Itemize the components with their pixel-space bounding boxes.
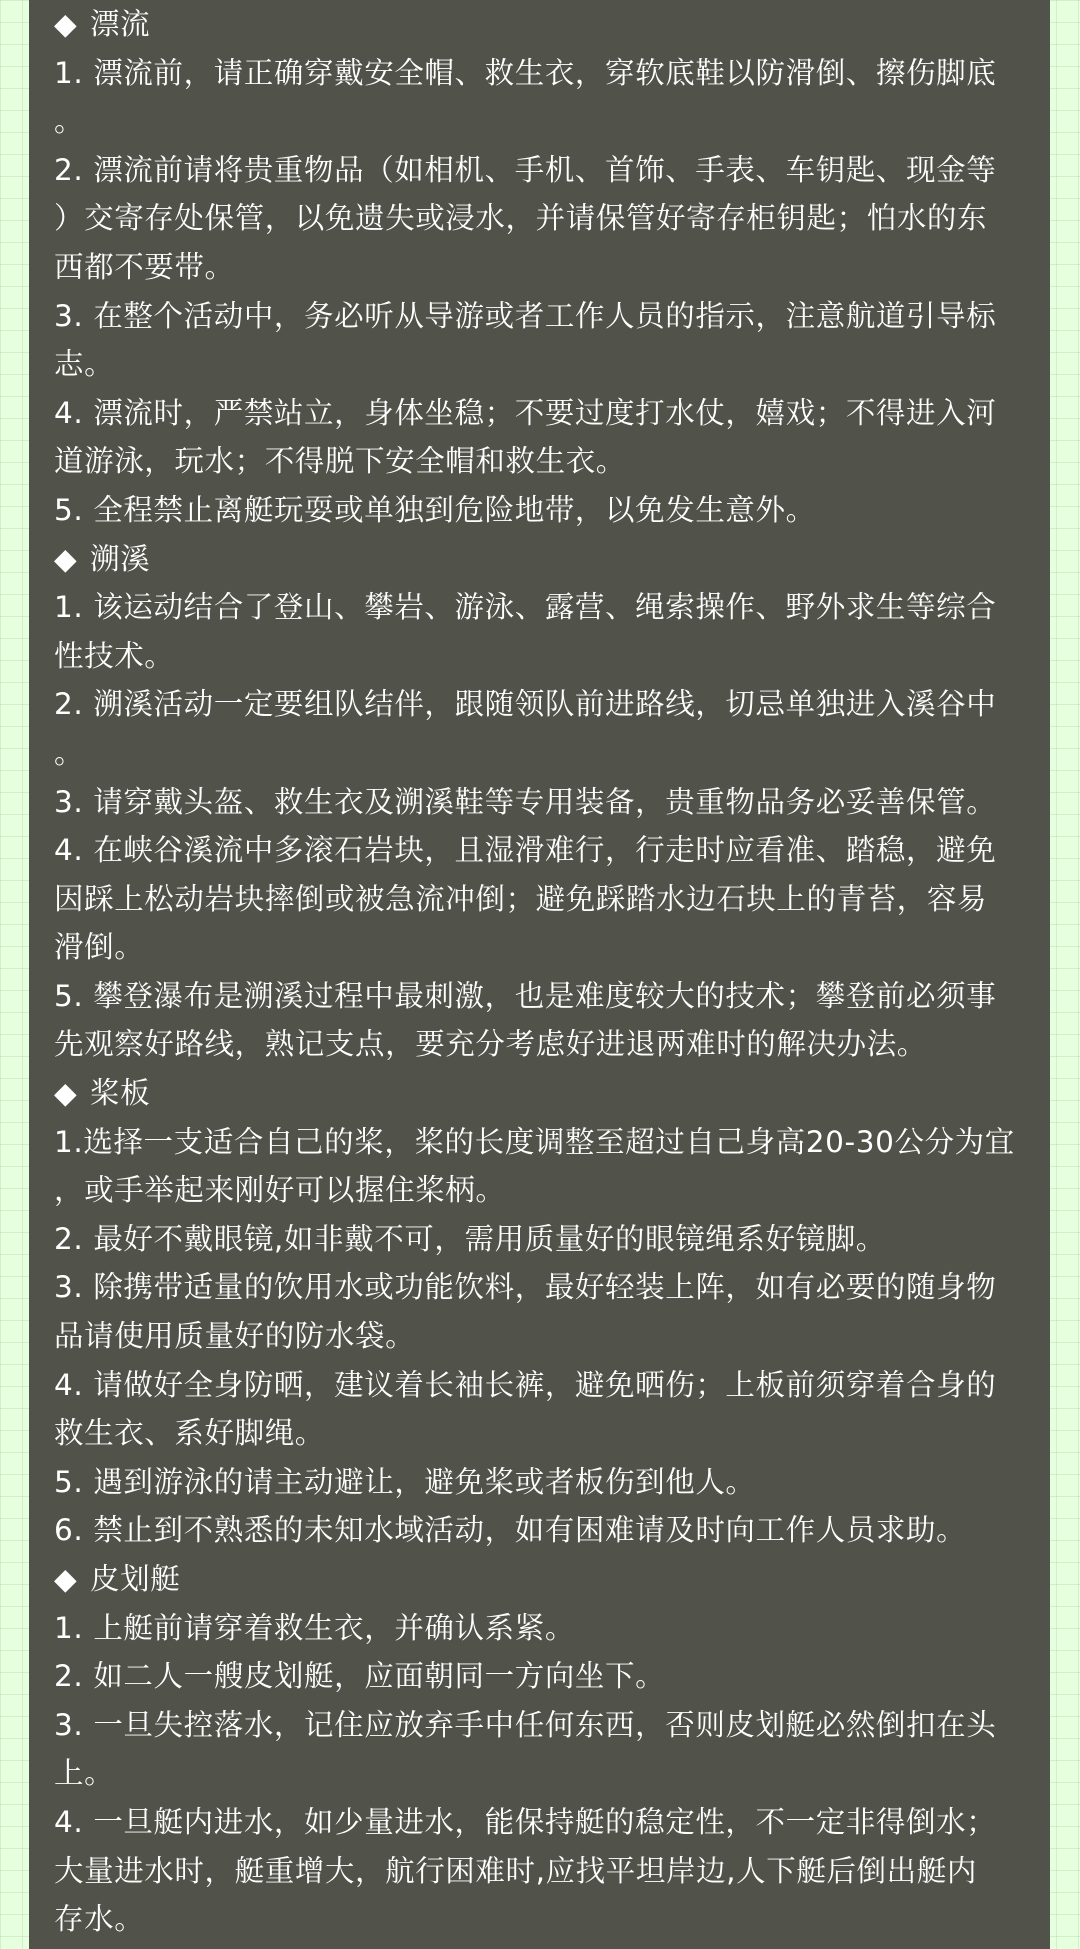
rule-text-line: 2. 溯溪活动一定要组队结伴，跟随领队前进路线，切忌单独进入溪谷中 [54, 687, 997, 722]
rule-text-line: 滑倒。 [54, 930, 145, 965]
rule-text-line: 上。 [54, 1756, 115, 1791]
safety-notice-content [54, 0, 1032, 1944]
rule-text-line: 5. 攀登瀑布是溯溪过程中最刺激，也是难度较大的技术；攀登前必须事 [54, 978, 997, 1013]
rule-text-line: ，或手举起来刚好可以握住桨柄。 [54, 1173, 506, 1208]
rule-text-line: 5. 全程禁止离艇玩耍或单独到危险地带，以免发生意外。 [54, 492, 816, 527]
rule-text-line: 4. 漂流时，严禁站立，身体坐稳；不要过度打水仗，嬉戏；不得进入河 [54, 395, 997, 430]
rule-text-line: 3. 一旦失控落水，记住应放弃手中任何东西，否则皮划艇必然倒扣在头 [54, 1707, 997, 1742]
rule-text-line: 存水。 [54, 1902, 145, 1937]
rule-text-line: 4. 在峡谷溪流中多滚石岩块，且湿滑难行，行走时应看准、踏稳，避免 [54, 833, 997, 868]
rule-text-line: 1.选择一支适合自己的桨，桨的长度调整至超过自己身高20-30公分为宜 [54, 1124, 1015, 1159]
rule-text-line: 6. 禁止到不熟悉的未知水域活动，如有困难请及时向工作人员求助。 [54, 1513, 967, 1548]
rule-text-line: 4. 一旦艇内进水，如少量进水，能保持艇的稳定性，不一定非得倒水； [54, 1804, 997, 1839]
rule-text-line: 因踩上松动岩块摔倒或被急流冲倒；避免踩踏水边石块上的青苔，容易 [54, 881, 988, 916]
diamond-bullet-icon: ◆ [54, 1562, 78, 1596]
rule-text-line: ）交寄存处保管，以免遗失或浸水，并请保管好寄存柜钥匙；怕水的东 [54, 201, 988, 236]
section-title: 溯溪 [90, 541, 151, 576]
rule-text-line: 1. 该运动结合了登山、攀岩、游泳、露营、绳索操作、野外求生等综合 [54, 590, 997, 625]
rule-text-line: 1. 上艇前请穿着救生衣，并确认系紧。 [54, 1610, 575, 1645]
rule-text-line: 2. 最好不戴眼镜,如非戴不可，需用质量好的眼镜绳系好镜脚。 [54, 1221, 886, 1256]
rule-text-line: 品请使用质量好的防水袋。 [54, 1319, 416, 1354]
section-heading [54, 535, 1032, 584]
rule-text-line: 救生衣、系好脚绳。 [54, 1416, 325, 1451]
section-title: 漂流 [90, 7, 151, 41]
rule-text-line: 2. 如二人一艘皮划艇，应面朝同一方向坐下。 [54, 1659, 666, 1694]
section-heading [54, 1069, 1032, 1118]
rule-text-line: 5. 遇到游泳的请主动避让，避免桨或者板伤到他人。 [54, 1464, 756, 1499]
rule-text-line: 3. 在整个活动中，务必听从导游或者工作人员的指示，注意航道引导标 [54, 298, 997, 333]
rule-text-line: 先观察好路线，熟记支点，要充分考虑好进退两难时的解决办法。 [54, 1027, 927, 1062]
section-heading [54, 1555, 1032, 1604]
rule-text-line: 3. 除携带适量的饮用水或功能饮料，最好轻装上阵，如有必要的随身物 [54, 1270, 997, 1305]
section-heading [54, 0, 1032, 49]
rule-text-line: 志。 [54, 347, 115, 382]
rule-text-line: 性技术。 [54, 638, 175, 673]
rule-text-line: 大量进水时，艇重增大，航行困难时,应找平坦岸边,人下艇后倒出艇内 [54, 1853, 977, 1888]
rule-text-line: 西都不要带。 [54, 249, 235, 284]
rule-text-line: 道游泳，玩水；不得脱下安全帽和救生衣。 [54, 444, 626, 479]
diamond-bullet-icon: ◆ [54, 541, 78, 576]
rule-text-line: 4. 请做好全身防晒，建议着长袖长裤，避免晒伤；上板前须穿着合身的 [54, 1367, 997, 1402]
safety-notice-card [29, 0, 1050, 1949]
rule-text-line: 1. 漂流前，请正确穿戴安全帽、救生衣，穿软底鞋以防滑倒、擦伤脚底 [54, 55, 997, 90]
rule-text-line: 3. 请穿戴头盔、救生衣及溯溪鞋等专用装备，贵重物品务必妥善保管。 [54, 784, 997, 819]
diamond-bullet-icon: ◆ [54, 1076, 78, 1111]
rule-text-line: 2. 漂流前请将贵重物品（如相机、手机、首饰、手表、车钥匙、现金等 [54, 152, 997, 187]
section-title: 皮划艇 [90, 1562, 181, 1596]
rule-text-line: 。 [54, 104, 85, 139]
section-title: 桨板 [90, 1076, 151, 1111]
diamond-bullet-icon: ◆ [54, 7, 78, 41]
rule-text-line: 。 [54, 735, 85, 770]
